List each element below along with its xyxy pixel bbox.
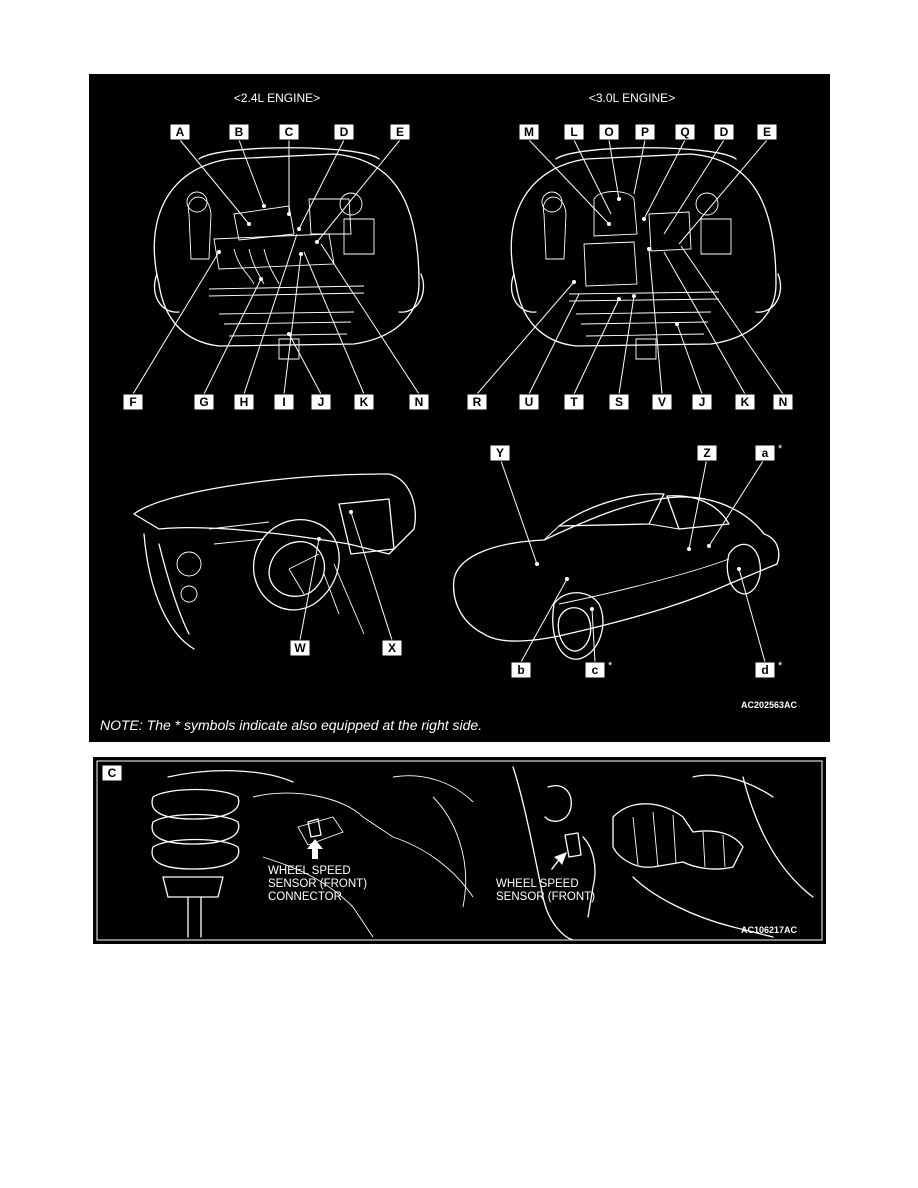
label-N-30 [773, 394, 793, 410]
callout-left-line3: CONNECTOR [268, 891, 342, 903]
callout-left-line1: WHEEL SPEED [268, 865, 351, 877]
label-Z [697, 445, 717, 461]
component-location-svg [89, 74, 830, 742]
label-O [599, 124, 619, 140]
figure-code-bottom: AC106217AC [741, 925, 798, 935]
callout-right-line1: WHEEL SPEED [496, 878, 579, 890]
svg-text:O: O [604, 125, 614, 139]
svg-text:V: V [657, 395, 667, 409]
label-J-30 [692, 394, 712, 410]
svg-text:b: b [517, 663, 525, 677]
svg-text:I: I [282, 395, 286, 409]
car-illustration [454, 494, 779, 659]
svg-text:X: X [387, 641, 397, 655]
svg-text:H: H [239, 395, 249, 409]
label-T [564, 394, 584, 410]
label-K-30 [735, 394, 755, 410]
svg-text:c: c [591, 663, 599, 677]
label-P [635, 124, 655, 140]
label-X [382, 640, 402, 656]
component-location-diagram [89, 74, 830, 742]
svg-text:S: S [614, 395, 624, 409]
note-text: NOTE: The * symbols indicate also equipped at the right side. [100, 717, 483, 733]
label-V [652, 394, 672, 410]
wheel-speed-sensor-svg [93, 757, 826, 944]
car-labels [490, 443, 783, 678]
engine-30-title: <3.0L ENGINE> [588, 91, 676, 105]
svg-text:T: T [570, 395, 578, 409]
engine-30-top-labels [519, 124, 777, 140]
svg-text:d: d [761, 663, 769, 677]
svg-text:N: N [778, 395, 788, 409]
label-d [755, 662, 775, 678]
star-d: * [778, 660, 783, 672]
label-W [290, 640, 310, 656]
label-C [279, 124, 299, 140]
engine-24-title: <2.4L ENGINE> [233, 91, 321, 105]
label-G [194, 394, 214, 410]
svg-text:J: J [317, 395, 325, 409]
engine-30-leaders [477, 140, 783, 394]
svg-text:E: E [395, 125, 405, 139]
label-M [519, 124, 539, 140]
label-D [334, 124, 354, 140]
svg-text:L: L [570, 125, 578, 139]
label-Q [675, 124, 695, 140]
svg-text:D: D [339, 125, 349, 139]
label-B [229, 124, 249, 140]
dashboard-leaders [300, 510, 392, 640]
panel-label-C [102, 765, 122, 781]
label-U [519, 394, 539, 410]
engine-24-bottom-labels [123, 394, 429, 410]
svg-text:K: K [740, 395, 750, 409]
label-N [409, 394, 429, 410]
knuckle-cv-boot-illustration [513, 767, 813, 940]
svg-text:F: F [129, 395, 137, 409]
svg-text:U: U [524, 395, 534, 409]
dashboard-illustration [134, 474, 415, 649]
label-A [170, 124, 190, 140]
label-R [467, 394, 487, 410]
svg-text:M: M [524, 125, 534, 139]
label-F [123, 394, 143, 410]
svg-text:J: J [698, 395, 706, 409]
svg-text:Y: Y [495, 446, 505, 460]
wheel-speed-sensor-photo-panel [93, 757, 826, 944]
svg-text:K: K [359, 395, 369, 409]
sensor-arrow-icon [551, 852, 567, 870]
callout-left-line2: SENSOR (FRONT) [268, 878, 368, 890]
svg-text:C: C [107, 766, 117, 780]
label-E-30 [757, 124, 777, 140]
label-K [354, 394, 374, 410]
svg-text:B: B [234, 125, 244, 139]
label-L [564, 124, 584, 140]
connector-arrow-icon [307, 839, 323, 859]
svg-text:C: C [284, 125, 294, 139]
label-H [234, 394, 254, 410]
svg-text:E: E [762, 125, 772, 139]
engine-24-top-labels [170, 124, 410, 140]
star-a: * [778, 443, 783, 455]
label-a [755, 445, 775, 461]
label-I [274, 394, 294, 410]
star-c: * [608, 660, 613, 672]
engine-30-bottom-labels [467, 394, 793, 410]
svg-text:N: N [414, 395, 424, 409]
svg-text:P: P [640, 125, 650, 139]
svg-text:Z: Z [703, 446, 711, 460]
svg-text:a: a [761, 446, 769, 460]
dashboard-labels [290, 640, 402, 656]
label-D-30 [714, 124, 734, 140]
label-S [609, 394, 629, 410]
label-c [585, 662, 605, 678]
svg-text:W: W [294, 641, 306, 655]
svg-text:A: A [175, 125, 185, 139]
label-b [511, 662, 531, 678]
engine-30-bay-illustration [511, 148, 780, 359]
engine-24-leaders [133, 140, 419, 394]
figure-code-top: AC202563AC [741, 700, 798, 710]
svg-text:D: D [719, 125, 729, 139]
label-E [390, 124, 410, 140]
svg-text:R: R [472, 395, 482, 409]
label-J [311, 394, 331, 410]
label-Y [490, 445, 510, 461]
svg-text:Q: Q [680, 125, 690, 139]
svg-text:G: G [199, 395, 209, 409]
callout-right-line2: SENSOR (FRONT) [496, 891, 596, 903]
